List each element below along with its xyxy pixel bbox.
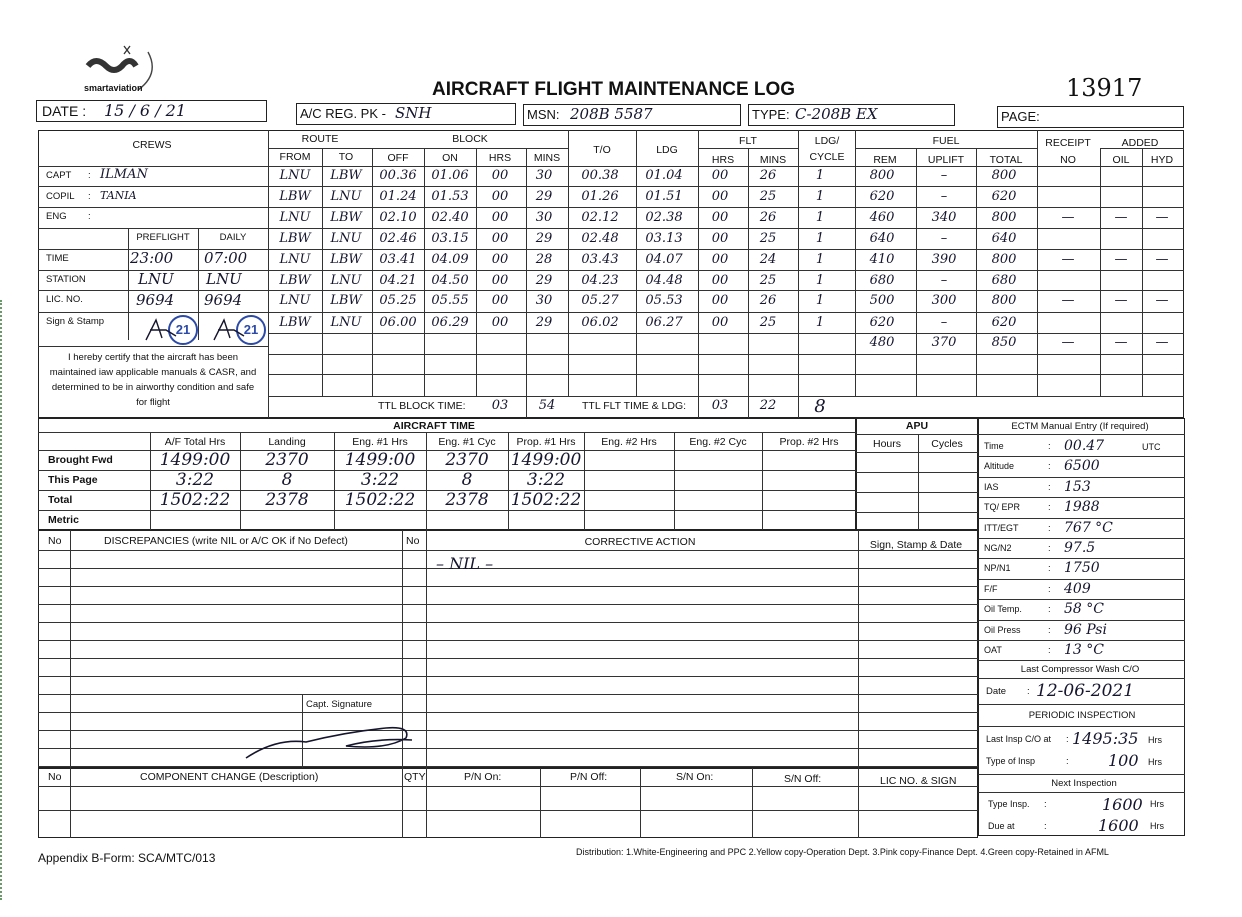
fuel-rem: 640 xyxy=(869,231,895,246)
aircraft-time-col-header: Prop. #1 Hrs xyxy=(516,436,576,448)
ectm-label: Time xyxy=(984,441,1004,451)
flight-from: LNU xyxy=(279,252,311,267)
brand-name: smartaviation xyxy=(84,83,143,93)
takeoff-time: 02.48 xyxy=(581,231,619,246)
landing-time: 04.07 xyxy=(645,252,683,267)
fuel-uplift: 370 xyxy=(931,335,957,350)
aircraft-time-row-label: Total xyxy=(48,494,73,506)
fuel-rem: 500 xyxy=(869,293,895,308)
capt-value: ILMAN xyxy=(100,167,148,182)
flight-to: LNU xyxy=(330,315,362,330)
fuel-total: 800 xyxy=(991,210,1017,225)
flight-on: 01.06 xyxy=(431,168,469,183)
flight-off: 05.25 xyxy=(379,293,417,308)
daily-header: DAILY xyxy=(219,232,247,243)
ectm-value: 767 °C xyxy=(1064,520,1113,536)
block-hrs-header: HRS xyxy=(488,152,512,164)
landing-time: 01.51 xyxy=(645,189,683,204)
type-insp-value: 100 xyxy=(1108,751,1139,770)
aircraft-time-cell: 1502:22 xyxy=(510,490,582,510)
msn-value: 208B 5587 xyxy=(570,105,653,123)
aircraft-time-cell: 8 xyxy=(461,470,473,490)
takeoff-time: 02.12 xyxy=(581,210,619,225)
ectm-unit: UTC xyxy=(1142,442,1161,452)
captain-signature xyxy=(236,718,426,762)
aircraft-time-col-header: Eng. #1 Hrs xyxy=(352,436,408,448)
flight-on: 04.50 xyxy=(431,273,469,288)
next-type-label: Type Insp. xyxy=(988,799,1030,809)
landing-time: 05.53 xyxy=(645,293,683,308)
flight-off: 06.00 xyxy=(379,315,417,330)
reg-label: A/C REG. PK - xyxy=(300,106,386,121)
block-hrs: 00 xyxy=(491,168,509,183)
block-header: BLOCK xyxy=(452,133,488,145)
aircraft-time-cell: 3:22 xyxy=(526,470,566,490)
aircraft-time-cell: 3:22 xyxy=(175,470,215,490)
block-mins: 29 xyxy=(535,315,553,330)
flight-to: LNU xyxy=(330,231,362,246)
ectm-value: 13 °C xyxy=(1064,642,1104,658)
fuel-uplift: 340 xyxy=(931,210,957,225)
ectm-label: OAT xyxy=(984,645,1002,655)
oil-added: — xyxy=(1114,293,1128,308)
added-header: ADDED xyxy=(1121,137,1159,149)
ldg-cycle: 1 xyxy=(815,210,825,225)
flight-hrs: 00 xyxy=(711,293,729,308)
oil-added: — xyxy=(1114,252,1128,267)
flight-on: 03.15 xyxy=(431,231,469,246)
time-preflight: 23:00 xyxy=(130,249,174,267)
aircraft-time-cell: 1499:00 xyxy=(159,450,231,470)
fuel-total: 640 xyxy=(991,231,1017,246)
lic-preflight: 9694 xyxy=(136,291,175,309)
takeoff-time: 06.02 xyxy=(581,315,619,330)
signature-daily xyxy=(210,316,250,344)
fuel-uplift: – xyxy=(940,273,948,288)
hyd-added: — xyxy=(1155,335,1169,350)
discrepancy-table xyxy=(38,530,978,768)
ttl-flt-label: TTL FLT TIME & LDG: xyxy=(582,400,687,412)
aircraft-time-cell: 3:22 xyxy=(360,470,400,490)
station-preflight: LNU xyxy=(138,270,174,288)
flight-to: LBW xyxy=(330,252,362,267)
flight-to: LNU xyxy=(330,189,362,204)
flight-mins: 25 xyxy=(759,231,777,246)
receipt-no: — xyxy=(1061,210,1075,225)
landing-time: 02.38 xyxy=(645,210,683,225)
block-hrs: 00 xyxy=(491,293,509,308)
hyd-added: — xyxy=(1155,293,1169,308)
apu-cycles-header: Cycles xyxy=(931,438,963,450)
flight-on: 05.55 xyxy=(431,293,469,308)
stamp-daily: 21 xyxy=(236,315,266,345)
block-mins: 29 xyxy=(535,189,553,204)
landing-time: 06.27 xyxy=(645,315,683,330)
due-label: Due at xyxy=(988,821,1015,831)
flight-on: 06.29 xyxy=(431,315,469,330)
ectm-value: 97.5 xyxy=(1064,540,1096,556)
lic-sign-header: LIC NO. & SIGN xyxy=(880,775,957,787)
aircraft-time-cell: 1502:22 xyxy=(159,490,231,510)
preflight-header: PREFLIGHT xyxy=(136,232,190,243)
flight-from: LBW xyxy=(279,273,311,288)
fuel-total: 800 xyxy=(991,293,1017,308)
flight-from: LBW xyxy=(279,189,311,204)
flight-off: 01.24 xyxy=(379,189,417,204)
due-hrs: Hrs xyxy=(1150,821,1164,831)
aircraft-time-col-header: Eng. #2 Hrs xyxy=(601,436,657,448)
takeoff-time: 03.43 xyxy=(581,252,619,267)
ldg-header: LDG xyxy=(656,144,678,156)
fuel-total: 850 xyxy=(991,335,1017,350)
fuel-rem: 800 xyxy=(869,168,895,183)
msn-label: MSN: xyxy=(527,107,560,122)
flight-hrs: 00 xyxy=(711,273,729,288)
ectm-label: Altitude xyxy=(984,461,1015,471)
fuel-rem: 680 xyxy=(869,273,895,288)
block-mins: 30 xyxy=(535,293,553,308)
periodic-title: PERIODIC INSPECTION xyxy=(1028,710,1136,721)
flight-from: LBW xyxy=(279,315,311,330)
nil-entry: – NIL – xyxy=(436,554,494,573)
fuel-rem: 620 xyxy=(869,189,895,204)
type-insp-hrs: Hrs xyxy=(1148,757,1162,767)
next-type-value: 1600 xyxy=(1102,795,1143,814)
flight-on: 02.40 xyxy=(431,210,469,225)
flight-from: LBW xyxy=(279,231,311,246)
block-hrs: 00 xyxy=(491,315,509,330)
flight-mins: 26 xyxy=(759,168,777,183)
aircraft-time-row-label: This Page xyxy=(48,474,98,486)
receipt-no: — xyxy=(1061,335,1075,350)
flight-off: 04.21 xyxy=(379,273,417,288)
uplift-header: UPLIFT xyxy=(927,154,965,166)
flight-mins: 24 xyxy=(759,252,777,267)
type-value: C-208B EX xyxy=(795,105,878,123)
discrepancy-header: DISCREPANCIES (write NIL or A/C OK if No Defect) xyxy=(104,535,348,547)
fuel-header: FUEL xyxy=(932,135,960,147)
fuel-total: 800 xyxy=(991,168,1017,183)
takeoff-header: T/O xyxy=(593,144,611,156)
block-hrs: 00 xyxy=(491,252,509,267)
ectm-label: Oil Press xyxy=(984,625,1021,635)
flight-hrs: 00 xyxy=(711,252,729,267)
ldg-cycle: 1 xyxy=(815,315,825,330)
flt-header: FLT xyxy=(739,135,757,147)
aircraft-time-cell: 1499:00 xyxy=(510,450,582,470)
takeoff-time: 04.23 xyxy=(581,273,619,288)
flight-hrs: 00 xyxy=(711,210,729,225)
fuel-total: 620 xyxy=(991,315,1017,330)
ttl-flt-hrs: 03 xyxy=(711,398,729,413)
ectm-value: 409 xyxy=(1064,581,1091,597)
fuel-rem: 460 xyxy=(869,210,895,225)
aircraft-time-col-header: Landing xyxy=(268,436,306,448)
type-insp-label: Type of Insp xyxy=(986,756,1036,766)
ttl-block-label: TTL BLOCK TIME: xyxy=(378,400,466,412)
sign-stamp-label: Sign & Stamp xyxy=(46,316,105,327)
to-header: TO xyxy=(338,151,354,163)
flight-mins: 25 xyxy=(759,273,777,288)
off-header: OFF xyxy=(387,152,409,164)
flight-to: LNU xyxy=(330,273,362,288)
ectm-label: TQ/ EPR xyxy=(984,502,1021,512)
takeoff-time: 00.38 xyxy=(581,168,619,183)
block-mins: 28 xyxy=(535,252,553,267)
crews-header: CREWS xyxy=(132,139,172,151)
fuel-total: 800 xyxy=(991,252,1017,267)
block-mins: 30 xyxy=(535,210,553,225)
flight-mins: 25 xyxy=(759,315,777,330)
wash-date-value: 12-06-2021 xyxy=(1036,681,1135,701)
fuel-total: 620 xyxy=(991,189,1017,204)
flight-off: 02.46 xyxy=(379,231,417,246)
ldg-cycle: 1 xyxy=(815,189,825,204)
aircraft-time-cell: 2370 xyxy=(265,450,309,470)
ectm-value: 1988 xyxy=(1064,499,1100,515)
type-label: TYPE: xyxy=(752,107,790,122)
receipt-header: RECEIPT xyxy=(1045,137,1091,149)
disc-no-header: No xyxy=(48,535,62,547)
fuel-uplift: 390 xyxy=(931,252,957,267)
aircraft-time-row-label: Metric xyxy=(48,514,79,526)
fuel-uplift: 300 xyxy=(931,293,957,308)
ectm-label: ITT/EGT xyxy=(984,523,1019,533)
aircraft-time-col-header: Eng. #1 Cyc xyxy=(438,436,496,448)
component-header: COMPONENT CHANGE (Description) xyxy=(140,771,319,783)
aircraft-time-cell: 2370 xyxy=(445,450,489,470)
signature-preflight xyxy=(142,316,182,344)
ectm-label: NG/N2 xyxy=(984,543,1012,553)
flight-to: LBW xyxy=(330,168,362,183)
ectm-label: Oil Temp. xyxy=(984,604,1022,614)
fuel-uplift: – xyxy=(940,231,948,246)
flight-on: 04.09 xyxy=(431,252,469,267)
oil-added: — xyxy=(1114,210,1128,225)
fuel-uplift: – xyxy=(940,315,948,330)
ectm-label: F/F xyxy=(984,584,998,594)
flight-from: LNU xyxy=(279,168,311,183)
fuel-uplift: – xyxy=(940,189,948,204)
flight-hrs: 00 xyxy=(711,315,729,330)
block-hrs: 00 xyxy=(491,210,509,225)
takeoff-time: 05.27 xyxy=(581,293,619,308)
ldg-cycle: 1 xyxy=(815,231,825,246)
ldg-cycle-header-1: LDG/ xyxy=(814,135,840,147)
block-hrs: 00 xyxy=(491,231,509,246)
pn-off-header: P/N Off: xyxy=(570,771,608,783)
route-header: ROUTE xyxy=(301,133,339,145)
flt-mins-header: MINS xyxy=(759,154,787,166)
flt-hrs-header: HRS xyxy=(711,154,735,166)
flight-mins: 26 xyxy=(759,293,777,308)
certify-line-3: determined to be in airworthy condition and safe xyxy=(51,382,255,393)
fuel-uplift: – xyxy=(940,168,948,183)
last-insp-hrs: Hrs xyxy=(1148,735,1162,745)
time-daily: 07:00 xyxy=(204,249,248,267)
sign-stamp-date-header: Sign, Stamp & Date xyxy=(869,539,963,551)
flight-to: LBW xyxy=(330,210,362,225)
flight-to: LBW xyxy=(330,293,362,308)
aircraft-time-cell: 2378 xyxy=(265,490,309,510)
ldg-cycle-header-2: CYCLE xyxy=(809,151,845,163)
ectm-label: IAS xyxy=(984,482,999,492)
perforation-edge xyxy=(0,300,4,900)
aircraft-time-title: AIRCRAFT TIME xyxy=(393,420,475,432)
time-label: TIME xyxy=(46,253,69,264)
ttl-block-hrs: 03 xyxy=(491,398,509,413)
stamp-preflight: 21 xyxy=(168,315,198,345)
flight-off: 00.36 xyxy=(379,168,417,183)
page-label: PAGE: xyxy=(1001,109,1040,124)
aircraft-time-cell: 2378 xyxy=(445,490,489,510)
hyd-header: HYD xyxy=(1150,154,1174,166)
fuel-rem: 620 xyxy=(869,315,895,330)
aircraft-time-col-header: Prop. #2 Hrs xyxy=(779,436,839,448)
last-insp-value: 1495:35 xyxy=(1072,729,1139,748)
form-title: AIRCRAFT FLIGHT MAINTENANCE LOG xyxy=(432,79,796,100)
flight-from: LNU xyxy=(279,210,311,225)
fuel-rem: 480 xyxy=(869,335,895,350)
sn-off-header: S/N Off: xyxy=(784,773,822,785)
certify-line-2: maintained iaw applicable manuals & CASR, and xyxy=(49,367,257,378)
ectm-label: NP/N1 xyxy=(984,563,1011,573)
wash-title: Last Compressor Wash C/O xyxy=(1020,664,1140,675)
apu-hours-header: Hours xyxy=(872,438,902,450)
qty-header: QTY xyxy=(404,771,426,783)
due-value: 1600 xyxy=(1098,816,1139,835)
last-insp-label: Last Insp C/O at xyxy=(986,734,1052,744)
aircraft-time-cell: 1502:22 xyxy=(344,490,416,510)
ttl-block-mins: 54 xyxy=(538,398,556,413)
flight-hrs: 00 xyxy=(711,189,729,204)
ttl-flt-mins: 22 xyxy=(759,398,777,413)
station-daily: LNU xyxy=(206,270,242,288)
eng-label: ENG xyxy=(46,211,67,222)
block-mins: 29 xyxy=(535,231,553,246)
block-mins-header: MINS xyxy=(533,152,561,164)
station-label: STATION xyxy=(46,274,86,285)
hyd-added: — xyxy=(1155,210,1169,225)
oil-added: — xyxy=(1114,335,1128,350)
flight-mins: 26 xyxy=(759,210,777,225)
flight-on: 01.53 xyxy=(431,189,469,204)
aircraft-time-col-header: Eng. #2 Cyc xyxy=(689,436,747,448)
fuel-total: 680 xyxy=(991,273,1017,288)
sn-on-header: S/N On: xyxy=(676,771,714,783)
oil-header: OIL xyxy=(1112,154,1130,166)
receipt-no: — xyxy=(1061,293,1075,308)
ectm-title: ECTM Manual Entry (If required) xyxy=(1011,421,1149,432)
ldg-cycle: 1 xyxy=(815,273,825,288)
certify-line-1: I hereby certify that the aircraft has been xyxy=(67,352,239,363)
lic-daily: 9694 xyxy=(204,291,243,309)
fuel-rem: 410 xyxy=(869,252,895,267)
landing-time: 03.13 xyxy=(645,231,683,246)
aircraft-time-cell: 1499:00 xyxy=(344,450,416,470)
corrective-header: CORRECTIVE ACTION xyxy=(584,536,696,548)
flight-hrs: 00 xyxy=(711,168,729,183)
ldg-cycle: 1 xyxy=(815,293,825,308)
date-label: DATE : xyxy=(42,103,87,119)
total-header: TOTAL xyxy=(989,154,1023,166)
ectm-value: 1750 xyxy=(1064,560,1100,576)
ectm-value: 153 xyxy=(1064,479,1091,495)
comp-no-header: No xyxy=(48,771,62,783)
form-code: Appendix B-Form: SCA/MTC/013 xyxy=(38,851,216,865)
block-hrs: 00 xyxy=(491,189,509,204)
ldg-cycle: 1 xyxy=(815,168,825,183)
pn-on-header: P/N On: xyxy=(464,771,502,783)
flight-hrs: 00 xyxy=(711,231,729,246)
landing-time: 01.04 xyxy=(645,168,683,183)
on-header: ON xyxy=(442,152,458,164)
wash-date-label: Date xyxy=(986,686,1007,697)
receipt-no: — xyxy=(1061,252,1075,267)
ectm-value: 6500 xyxy=(1064,458,1100,474)
block-mins: 29 xyxy=(535,273,553,288)
takeoff-time: 01.26 xyxy=(581,189,619,204)
next-type-hrs: Hrs xyxy=(1150,799,1164,809)
receipt-no-header: NO xyxy=(1060,154,1076,166)
aircraft-time-col-header: A/F Total Hrs xyxy=(164,436,226,448)
date-value: 15 / 6 / 21 xyxy=(104,101,187,120)
corr-no-header: No xyxy=(406,535,420,547)
ectm-value: 96 Psi xyxy=(1064,622,1107,638)
rem-header: REM xyxy=(873,154,897,166)
next-insp-title: Next Inspection xyxy=(1051,778,1117,789)
copil-label: COPIL xyxy=(46,191,75,202)
lic-label: LIC. NO. xyxy=(46,294,83,305)
ectm-value: 58 °C xyxy=(1064,601,1104,617)
capt-signature-label: Capt. Signature xyxy=(306,699,373,710)
reg-value: SNH xyxy=(395,104,432,122)
landing-time: 04.48 xyxy=(645,273,683,288)
ectm-value: 00.47 xyxy=(1064,438,1105,454)
apu-title: APU xyxy=(905,420,929,432)
serial-number: 13917 xyxy=(1066,74,1143,102)
flight-from: LNU xyxy=(279,293,311,308)
copil-value: TANIA xyxy=(100,189,137,202)
aircraft-time-table xyxy=(38,418,856,530)
certify-line-4: for flight xyxy=(136,397,170,408)
distribution-note: Distribution: 1.White-Engineering and PPC 2.Yellow copy-Operation Dept. 3.Pink copy-Finance Dept. 4.Green copy-Retained in AFML xyxy=(576,847,1109,857)
capt-label: CAPT xyxy=(46,170,72,181)
ldg-cycle: 1 xyxy=(815,252,825,267)
flight-off: 02.10 xyxy=(379,210,417,225)
ttl-ldg: 8 xyxy=(814,396,826,417)
block-mins: 30 xyxy=(535,168,553,183)
from-header: FROM xyxy=(279,151,311,163)
block-hrs: 00 xyxy=(491,273,509,288)
hyd-added: — xyxy=(1155,252,1169,267)
flight-off: 03.41 xyxy=(379,252,417,267)
flight-mins: 25 xyxy=(759,189,777,204)
aircraft-time-row-label: Brought Fwd xyxy=(48,454,113,466)
company-logo xyxy=(78,44,158,96)
aircraft-time-cell: 8 xyxy=(281,470,293,490)
